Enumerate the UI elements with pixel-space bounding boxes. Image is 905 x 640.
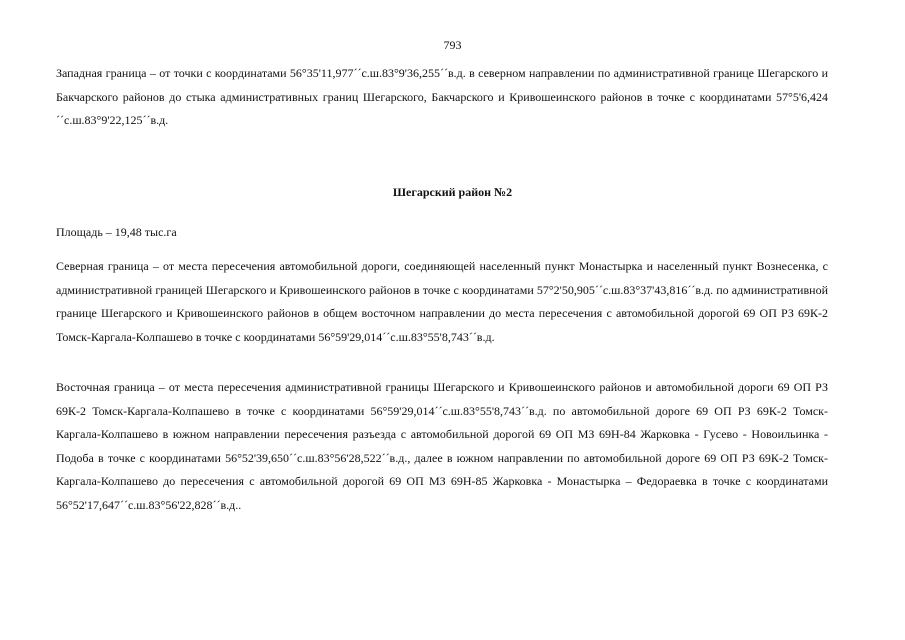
western-border-paragraph: Западная граница – от точки с координатами 56°35'11,977´´с.ш.83°9'36,255´´в.д. в северном направлении по административной границе Шегарского и Бакчарского районов до стыка административных границ Шегарского, Бакчарского и Кривошеинского районов в точке с координатами 57°5'6,424´´с.ш.83°9'22,125´´в.д.	[56, 66, 828, 127]
page-number: 793	[443, 38, 462, 52]
eastern-border-paragraph: Восточная граница – от места пересечения административной границы Шегарского и Кривошеинского районов и автомобильной дороги 69 ОП РЗ 69К-2 Томск-Каргала-Колпашево в точке с координатами 56°59'29,014´´с.ш.83°55'8,743´´в.д. по автомобильной дороге 69 ОП РЗ 69К-2 Томск-Каргала-Колпашево в южном направлении пересечения разъезда с автомобильной дорогой 69 ОП МЗ 69Н-84 Жарковка - Гусево - Новоильинка - Подоба в точке с координатами 56°52'39,650´´с.ш.83°56'28,522´´в.д., далее в южном направлении по автомобильной дороге 69 ОП РЗ 69К-2 Томск-Каргала-Колпашево до пересечения с автомобильной дорогой 69 ОП МЗ 69Н-85 Жарковка - Монастырка – Федораевка в точке с координатами 56°52'17,647´´с.ш.83°56'22,828´´в.д..	[56, 380, 828, 512]
section-title: Шегарский район №2	[392, 185, 513, 199]
northern-border-paragraph: Северная граница – от места пересечения автомобильной дороги, соединяющей населенный пункт Монастырка и населенный пункт Вознесенка, с административной границей Шегарского и Кривошеинского районов в точке с координатами 57°2'50,905´´с.ш.83°37'43,816´´в.д. по административной границе Шегарского и Кривошеинского районов в общем восточном направлении до места пересечения с автомобильной дорогой 69 ОП РЗ 69К-2 Томск-Каргала-Колпашево в точке с координатами 56°59'29,014´´с.ш.83°55'8,743´´в.д.	[56, 259, 828, 344]
area-line: Площадь – 19,48 тыс.га	[56, 225, 177, 239]
